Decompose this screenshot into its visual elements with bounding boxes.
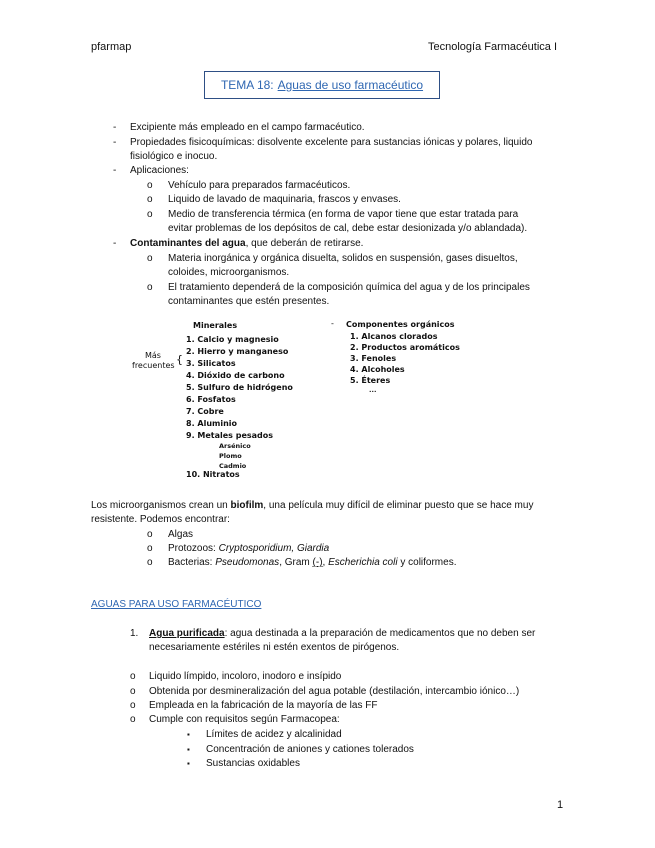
circle-bullet: o xyxy=(147,282,153,293)
bullet-3-2: Liquido de lavado de maquinaria, frascos y envases. xyxy=(168,194,401,205)
brace-icon: { xyxy=(176,353,183,366)
square-bullet: ▪ xyxy=(187,730,190,739)
organic-bullet: - xyxy=(331,319,334,328)
organic-item: 2. Productos aromáticos xyxy=(350,343,460,352)
organic-item: 1. Alcanos clorados xyxy=(350,332,438,341)
bullet-4-rest: , que deberán de retirarse. xyxy=(245,238,364,249)
mineral-item: 8. Aluminio xyxy=(186,419,238,428)
circle-bullet: o xyxy=(130,671,136,682)
circle-bullet: o xyxy=(147,543,153,554)
bullet-4 xyxy=(130,237,363,251)
circle-bullet: o xyxy=(147,557,153,568)
minerals-title: Minerales xyxy=(193,321,238,330)
mineral-item: 5. Sulfuro de hidrógeno xyxy=(186,383,293,392)
mineral-item-10: 10. Nitratos xyxy=(186,470,240,479)
mineral-item: 6. Fosfatos xyxy=(186,395,236,404)
bullet-3: Aplicaciones: xyxy=(130,165,189,176)
organic-title: Componentes orgánicos xyxy=(346,320,455,329)
organic-item: 5. Éteres xyxy=(350,376,391,385)
organic-item: 4. Alcoholes xyxy=(350,365,405,374)
mineral-item: 7. Cobre xyxy=(186,407,224,416)
item-number: 1. xyxy=(130,628,139,639)
mineral-item: 1. Calcio y magnesio xyxy=(186,335,279,344)
property-item: Obtenida por desmineralización del agua potable (destilación, intercambio iónico…) xyxy=(149,686,520,697)
page-number: 1 xyxy=(557,799,564,811)
circle-bullet: o xyxy=(147,194,153,205)
requirement-item: Límites de acidez y alcalinidad xyxy=(206,729,342,740)
bullet-3-3a: Medio de transferencia térmica (en forma de vapor tiene que estar tratada para xyxy=(168,209,519,220)
header-right: Tecnología Farmacéutica I xyxy=(428,41,558,53)
title-main: Aguas de uso farmacéutico xyxy=(277,78,424,92)
circle-bullet: o xyxy=(130,714,136,725)
dash-bullet: - xyxy=(113,238,117,249)
bullet-2a: Propiedades fisicoquímicas: disolvente excelente para sustancias iónicas y polares, liquido xyxy=(130,137,533,148)
agua-purificada-line1: Agua purificada: agua destinada a la preparación de medicamentos que no deben ser xyxy=(149,628,536,639)
property-item: Empleada en la fabricación de la mayoría de las FF xyxy=(149,700,378,711)
micro-item-bacterias: Bacterias: Pseudomonas, Gram (-), Escherichia coli y coliformes. xyxy=(168,557,457,568)
side-label-2: frecuentes xyxy=(132,361,175,370)
contaminantes-bold: Contaminantes del agua xyxy=(130,238,246,249)
header-left: pfarmap xyxy=(91,41,132,53)
square-bullet: ▪ xyxy=(187,745,190,754)
bullet-4-1a: Materia inorgánica y orgánica disuelta, solidos en suspensión, gases disueltos, xyxy=(168,253,518,264)
circle-bullet: o xyxy=(147,209,153,220)
bullet-3-1: Vehículo para preparados farmacéuticos. xyxy=(168,180,351,191)
heavy-metal-item: Cadmio xyxy=(219,462,247,470)
mineral-item: 9. Metales pesados xyxy=(186,431,274,440)
title-prefix: TEMA 18: xyxy=(220,78,274,92)
mineral-item: 4. Dióxido de carbono xyxy=(186,371,285,380)
bullet-2b: fisiológico e inocuo. xyxy=(130,151,218,162)
circle-bullet: o xyxy=(147,529,153,540)
micro-item-algas: Algas xyxy=(168,529,194,540)
bullet-1: Excipiente más empleado en el campo farmacéutico. xyxy=(130,122,365,133)
agua-purificada-title: Agua purificada xyxy=(149,628,225,639)
dash-bullet: - xyxy=(113,165,117,176)
dash-bullet: - xyxy=(113,137,117,148)
agua-purificada-line2: necesariamente estériles ni estén exentos de pirógenos. xyxy=(149,642,400,653)
side-label-1: Más xyxy=(145,351,161,360)
bullet-4-2b: contaminantes que estén presentes. xyxy=(168,296,330,307)
heavy-metal-item: Plomo xyxy=(219,452,242,460)
heavy-metal-item: Arsénico xyxy=(219,442,251,450)
property-item: Cumple con requisitos según Farmacopea: xyxy=(149,714,340,725)
organic-more: ... xyxy=(369,386,377,394)
bullet-4-2a: El tratamiento dependerá de la composición química del agua y de los principales xyxy=(168,282,530,293)
requirement-item: Concentración de aniones y cationes tolerados xyxy=(206,744,414,755)
micro-paragraph-line2: resistente. Podemos encontrar: xyxy=(91,514,230,525)
bullet-3-3b: evitar problemas de los depósitos de cal, debe estar desionizada y/o ablandada). xyxy=(168,223,528,234)
circle-bullet: o xyxy=(130,700,136,711)
circle-bullet: o xyxy=(147,180,153,191)
title-box xyxy=(204,71,440,99)
mineral-item: 3. Silicatos xyxy=(186,359,236,368)
square-bullet: ▪ xyxy=(187,759,190,768)
micro-paragraph-line1: Los microorganismos crean un biofilm, una película muy difícil de eliminar puesto que se hace muy xyxy=(91,500,534,511)
bullet-4-1b: coloides, microorganismos. xyxy=(168,267,290,278)
circle-bullet: o xyxy=(130,686,136,697)
mineral-item: 2. Hierro y manganeso xyxy=(186,347,289,356)
circle-bullet: o xyxy=(147,253,153,264)
dash-bullet: - xyxy=(113,122,117,133)
biofilm-bold: biofilm xyxy=(230,500,264,511)
section-heading: AGUAS PARA USO FARMACÉUTICO xyxy=(91,599,262,610)
requirement-item: Sustancias oxidables xyxy=(206,758,300,769)
property-item: Liquido límpido, incoloro, inodoro e insípido xyxy=(149,671,342,682)
organic-item: 3. Fenoles xyxy=(350,354,397,363)
micro-item-protozoos: Protozoos: Cryptosporidium, Giardia xyxy=(168,543,330,554)
